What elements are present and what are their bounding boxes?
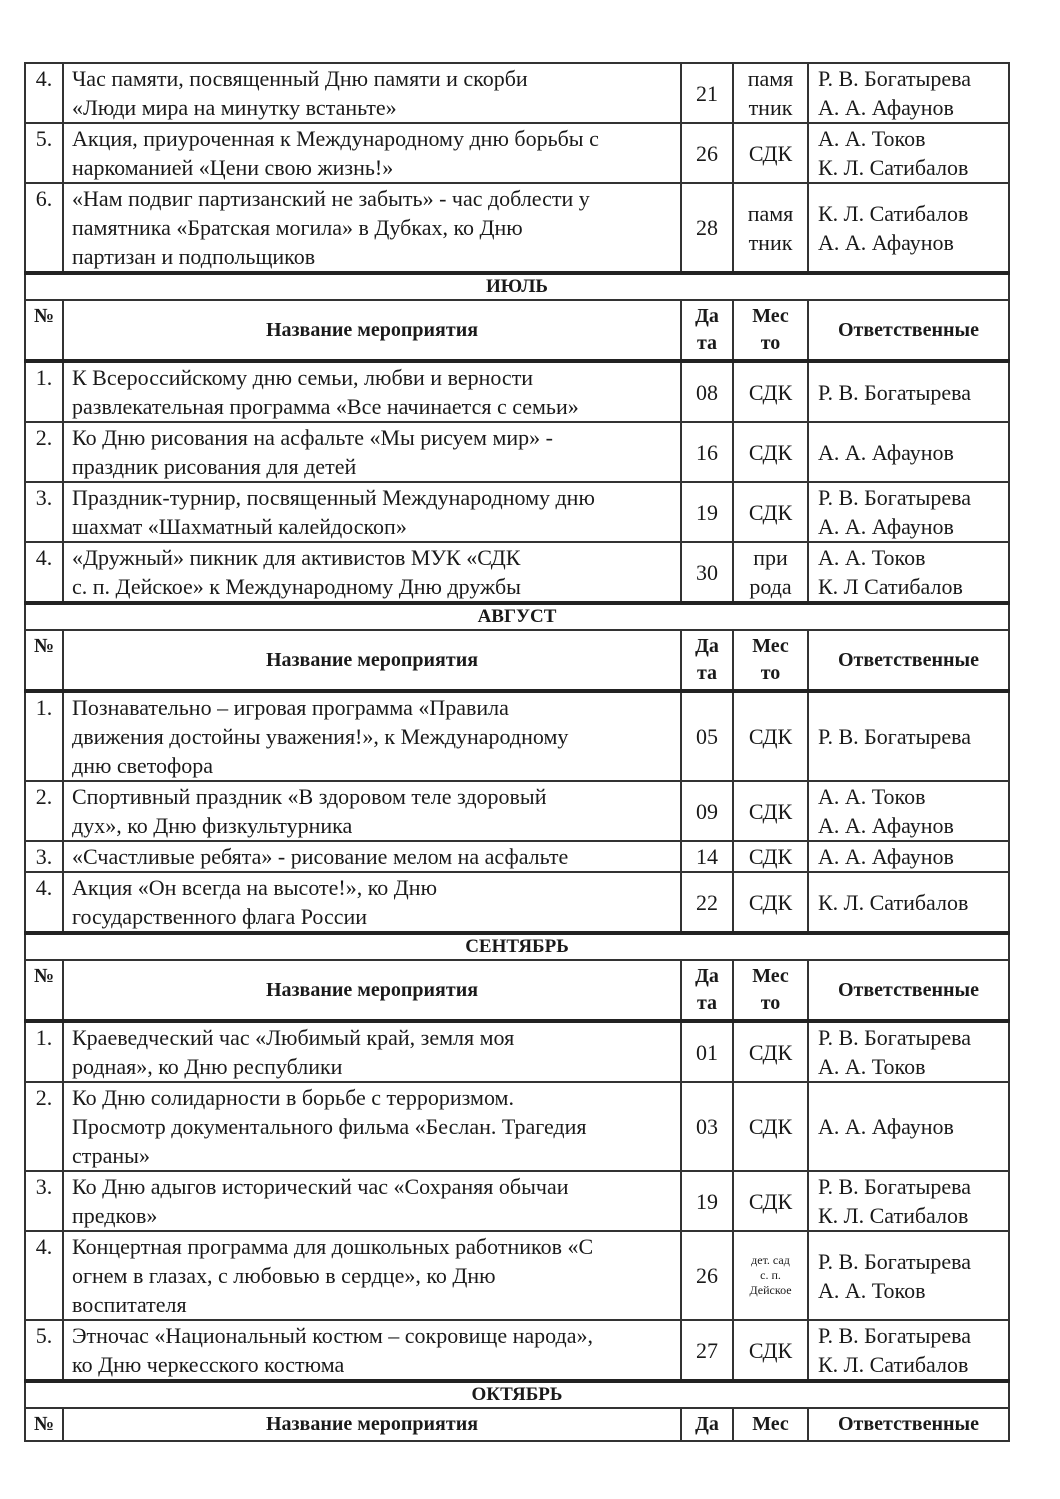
header-place-line: то [760,662,781,684]
event-place-line: СДК [748,724,793,749]
event-responsible [808,361,1009,422]
event-responsible-line: Р. В. Богатырева [818,485,972,510]
event-date: 19 [681,1171,733,1231]
event-place-line: дет. сад [751,1253,790,1267]
event-name [63,361,681,422]
month-title: ИЮЛЬ [25,273,1009,300]
event-responsible [808,123,1009,183]
event-responsible [808,542,1009,603]
event-name-line: праздник рисования для детей [72,454,357,479]
table-row [25,872,1009,933]
event-name [63,123,681,183]
row-number: 3. [25,482,63,542]
table-row [25,183,1009,273]
event-name-line: «Нам подвиг партизанский не забыть» - час доблести у [72,186,590,211]
event-responsible-line: А. А. Афаунов [818,229,954,255]
event-responsible-line: К. Л. Сатибалов [818,155,969,180]
header-name: Название мероприятия [63,630,681,691]
event-place-line: СДК [748,140,793,166]
event-responsible [808,872,1009,933]
header-responsible: Ответственные [808,630,1009,691]
event-responsible [808,1021,1009,1082]
event-responsible [808,482,1009,542]
event-responsible [808,1082,1009,1171]
event-place-line: СДК [748,1188,793,1214]
event-date: 08 [681,361,733,422]
event-date: 27 [681,1320,733,1381]
event-responsible-line: А. А. Афаунов [818,844,954,869]
header-date-line: Да [695,965,719,987]
row-number: 3. [25,1171,63,1231]
event-place-line: рода [749,574,792,599]
event-responsible-line: К. Л Сатибалов [818,574,963,599]
event-place-line: тник [748,95,793,120]
event-name-line: Ко Дню адыгов исторический час «Сохраняя обычаи [72,1174,569,1199]
event-name [63,781,681,841]
event-responsible-line: Р. В. Богатырева [818,1025,972,1050]
header-name: Название мероприятия [63,300,681,361]
event-responsible-line: А. А. Токов [818,545,926,570]
event-place [733,1231,808,1320]
event-place [733,1021,808,1082]
event-date: 03 [681,1082,733,1171]
event-name [63,1171,681,1231]
event-place-line: Дейское [749,1283,792,1297]
event-place-line: СДК [748,889,793,915]
event-place [733,1082,808,1171]
header-date-line: Да [695,635,719,657]
row-number: 4. [25,872,63,933]
event-name-line: наркоманией «Цени свою жизнь!» [72,155,394,180]
column-header-row [25,300,1009,361]
row-number: 2. [25,1082,63,1171]
table-row [25,422,1009,482]
header-date-line: та [696,992,718,1014]
event-responsible-line: Р. В. Богатырева [818,1323,972,1348]
row-number: 1. [25,1021,63,1082]
event-responsible [808,422,1009,482]
column-header-row [25,1408,1009,1441]
event-date: 16 [681,422,733,482]
event-name-line: Час памяти, посвященный Дню памяти и скорби [72,66,528,91]
row-number: 4. [25,63,63,123]
event-responsible-line: А. А. Токов [818,126,926,151]
event-name [63,482,681,542]
event-name-line: Праздник-турнир, посвященный Международному дню [72,485,595,510]
event-responsible-line: А. А. Токов [818,784,926,809]
event-name-line: Этночас «Национальный костюм – сокровище народа», [72,1323,593,1348]
event-place [733,841,808,872]
event-responsible [808,183,1009,273]
table-row [25,482,1009,542]
header-place [733,630,808,691]
column-header-row [25,960,1009,1021]
table-row [25,1231,1009,1320]
table-row [25,542,1009,603]
event-responsible [808,781,1009,841]
header-date-line: Да [695,305,719,327]
event-date: 22 [681,872,733,933]
header-place-line: то [760,992,781,1014]
event-place-line: СДК [748,798,793,824]
header-date [681,300,733,361]
event-place-line: СДК [748,844,793,869]
event-name [63,872,681,933]
event-date: 09 [681,781,733,841]
event-place-line: СДК [748,1039,793,1065]
month-heading [25,273,1009,300]
event-responsible-line: А. А. Афаунов [818,439,954,465]
event-name-line: ко Дню черкесского костюма [72,1352,345,1377]
header-name: Название мероприятия [63,960,681,1021]
event-name-line: Концертная программа для дошкольных работников «С [72,1234,594,1259]
event-date: 28 [681,183,733,273]
event-name [63,691,681,781]
event-responsible-line: К. Л. Сатибалов [818,200,969,226]
event-place [733,123,808,183]
header-place [733,300,808,361]
event-responsible-line: К. Л. Сатибалов [818,889,969,915]
event-responsible-line: Р. В. Богатырева [818,724,972,749]
event-name-line: воспитателя [72,1292,187,1317]
event-responsible-line: А. А. Афаунов [818,514,954,539]
event-name-line: Краеведческий час «Любимый край, земля моя [72,1025,515,1050]
event-responsible-line: Р. В. Богатырева [818,1174,972,1199]
event-name [63,1082,681,1171]
header-responsible: Ответственные [808,300,1009,361]
event-date: 26 [681,1231,733,1320]
event-place-line: СДК [748,1114,793,1139]
event-name-line: памятника «Братская могила» в Дубках, ко Дню [72,215,523,240]
event-name [63,542,681,603]
event-place [733,781,808,841]
event-place [733,183,808,273]
header-place: Мес [733,1408,808,1441]
event-name-line: Просмотр документального фильма «Беслан. Трагедия [72,1114,587,1139]
header-responsible: Ответственные [808,1408,1009,1441]
event-place-line: СДК [748,439,793,465]
event-name-line: дух», ко Дню физкультурника [72,813,353,838]
table-row [25,123,1009,183]
event-place [733,63,808,123]
event-name-line: «Люди мира на минутку встаньте» [72,95,397,120]
header-number: № [25,630,63,691]
event-name-line: Спортивный праздник «В здоровом теле здоровый [72,784,547,809]
event-place [733,361,808,422]
event-name-line: государственного флага России [72,904,368,929]
event-place [733,691,808,781]
events-table [24,62,1010,1442]
month-title: СЕНТЯБРЬ [25,933,1009,960]
event-place [733,1171,808,1231]
event-name-line: Акция, приуроченная к Международному дню борьбы с [72,126,599,151]
column-header-row [25,630,1009,691]
event-responsible [808,691,1009,781]
header-place-line: Мес [752,305,789,327]
event-place-line: СДК [748,1337,793,1363]
table-row [25,1021,1009,1082]
event-name-line: партизан и подпольщиков [72,244,316,269]
event-name-line: Акция «Он всегда на высоте!», ко Дню [72,875,438,900]
event-name-line: «Дружный» пикник для активистов МУК «СДК [72,545,521,570]
event-responsible [808,841,1009,872]
header-date-line: та [696,332,718,354]
row-number: 6. [25,183,63,273]
header-place-line: Мес [752,635,789,657]
event-responsible-line: А. А. Афаунов [818,813,954,838]
event-name-line: Ко Дню солидарности в борьбе с терроризмом. [72,1085,514,1110]
event-name-line: огнем в глазах, с любовью в сердце», ко Дню [72,1263,496,1288]
event-name-line: шахмат «Шахматный калейдоскоп» [72,514,407,539]
event-place [733,872,808,933]
event-place-line: памя [747,66,794,91]
event-place [733,482,808,542]
event-name-line: движения достойны уважения!», к Международному [72,724,569,749]
header-responsible: Ответственные [808,960,1009,1021]
event-name-line: с. п. Дейское» к Международному Дню дружбы [72,574,521,599]
event-responsible [808,1320,1009,1381]
event-responsible-line: А. А. Токов [818,1277,926,1303]
event-place [733,542,808,603]
event-place-line: памя [747,200,794,226]
header-date: Да [681,1408,733,1441]
header-date [681,630,733,691]
table-row [25,361,1009,422]
row-number: 5. [25,1320,63,1381]
event-responsible-line: Р. В. Богатырева [818,379,972,405]
event-name-line: предков» [72,1203,158,1228]
table-row [25,1082,1009,1171]
header-number: № [25,300,63,361]
event-name-line: К Всероссийскому дню семьи, любви и верности [72,365,534,390]
row-number: 4. [25,1231,63,1320]
event-responsible-line: Р. В. Богатырева [818,1248,972,1274]
event-date: 21 [681,63,733,123]
month-heading [25,603,1009,630]
month-title: ОКТЯБРЬ [25,1381,1009,1408]
event-date: 19 [681,482,733,542]
event-responsible-line: А. А. Токов [818,1054,926,1079]
table-row [25,691,1009,781]
event-responsible-line: К. Л. Сатибалов [818,1352,969,1377]
month-heading [25,1381,1009,1408]
event-place-line: при [753,545,788,570]
event-responsible-line: К. Л. Сатибалов [818,1203,969,1228]
header-number: № [25,960,63,1021]
event-name [63,63,681,123]
event-date: 01 [681,1021,733,1082]
row-number: 3. [25,841,63,872]
header-date-line: та [696,662,718,684]
event-responsible-line: А. А. Афаунов [818,1114,954,1139]
event-name-line: «Счастливые ребята» - рисование мелом на асфальте [72,844,569,869]
event-responsible-line: Р. В. Богатырева [818,66,972,91]
header-place [733,960,808,1021]
row-number: 2. [25,422,63,482]
table-row [25,63,1009,123]
event-name [63,1320,681,1381]
event-name-line: Ко Дню рисования на асфальте «Мы рисуем мир» - [72,425,553,450]
event-place-line: СДК [748,379,793,405]
header-number: № [25,1408,63,1441]
table-row [25,1320,1009,1381]
event-responsible [808,63,1009,123]
event-responsible [808,1171,1009,1231]
row-number: 4. [25,542,63,603]
event-place-line: СДК [748,499,793,525]
event-place [733,422,808,482]
table-row [25,1171,1009,1231]
event-date: 05 [681,691,733,781]
event-name-line: страны» [72,1143,150,1168]
month-title: АВГУСТ [25,603,1009,630]
row-number: 2. [25,781,63,841]
event-name-line: родная», ко Дню республики [72,1054,343,1079]
event-place-line: тник [748,229,793,255]
row-number: 1. [25,691,63,781]
event-name-line: развлекательная программа «Все начинается с семьи» [72,394,579,419]
header-date [681,960,733,1021]
event-name [63,422,681,482]
event-name [63,1231,681,1320]
event-date: 30 [681,542,733,603]
event-responsible-line: А. А. Афаунов [818,95,954,120]
event-name-line: Познавательно – игровая программа «Правила [72,695,509,720]
header-place-line: то [760,332,781,354]
event-place-line: с. п. [760,1268,781,1282]
event-name-line: дню светофора [72,753,214,778]
month-heading [25,933,1009,960]
row-number: 5. [25,123,63,183]
event-place [733,1320,808,1381]
event-date: 26 [681,123,733,183]
table-row [25,781,1009,841]
table-row [25,841,1009,872]
header-name: Название мероприятия [63,1408,681,1441]
event-name [63,183,681,273]
event-responsible [808,1231,1009,1320]
header-place-line: Мес [752,965,789,987]
row-number: 1. [25,361,63,422]
event-name [63,841,681,872]
event-name [63,1021,681,1082]
event-date: 14 [681,841,733,872]
